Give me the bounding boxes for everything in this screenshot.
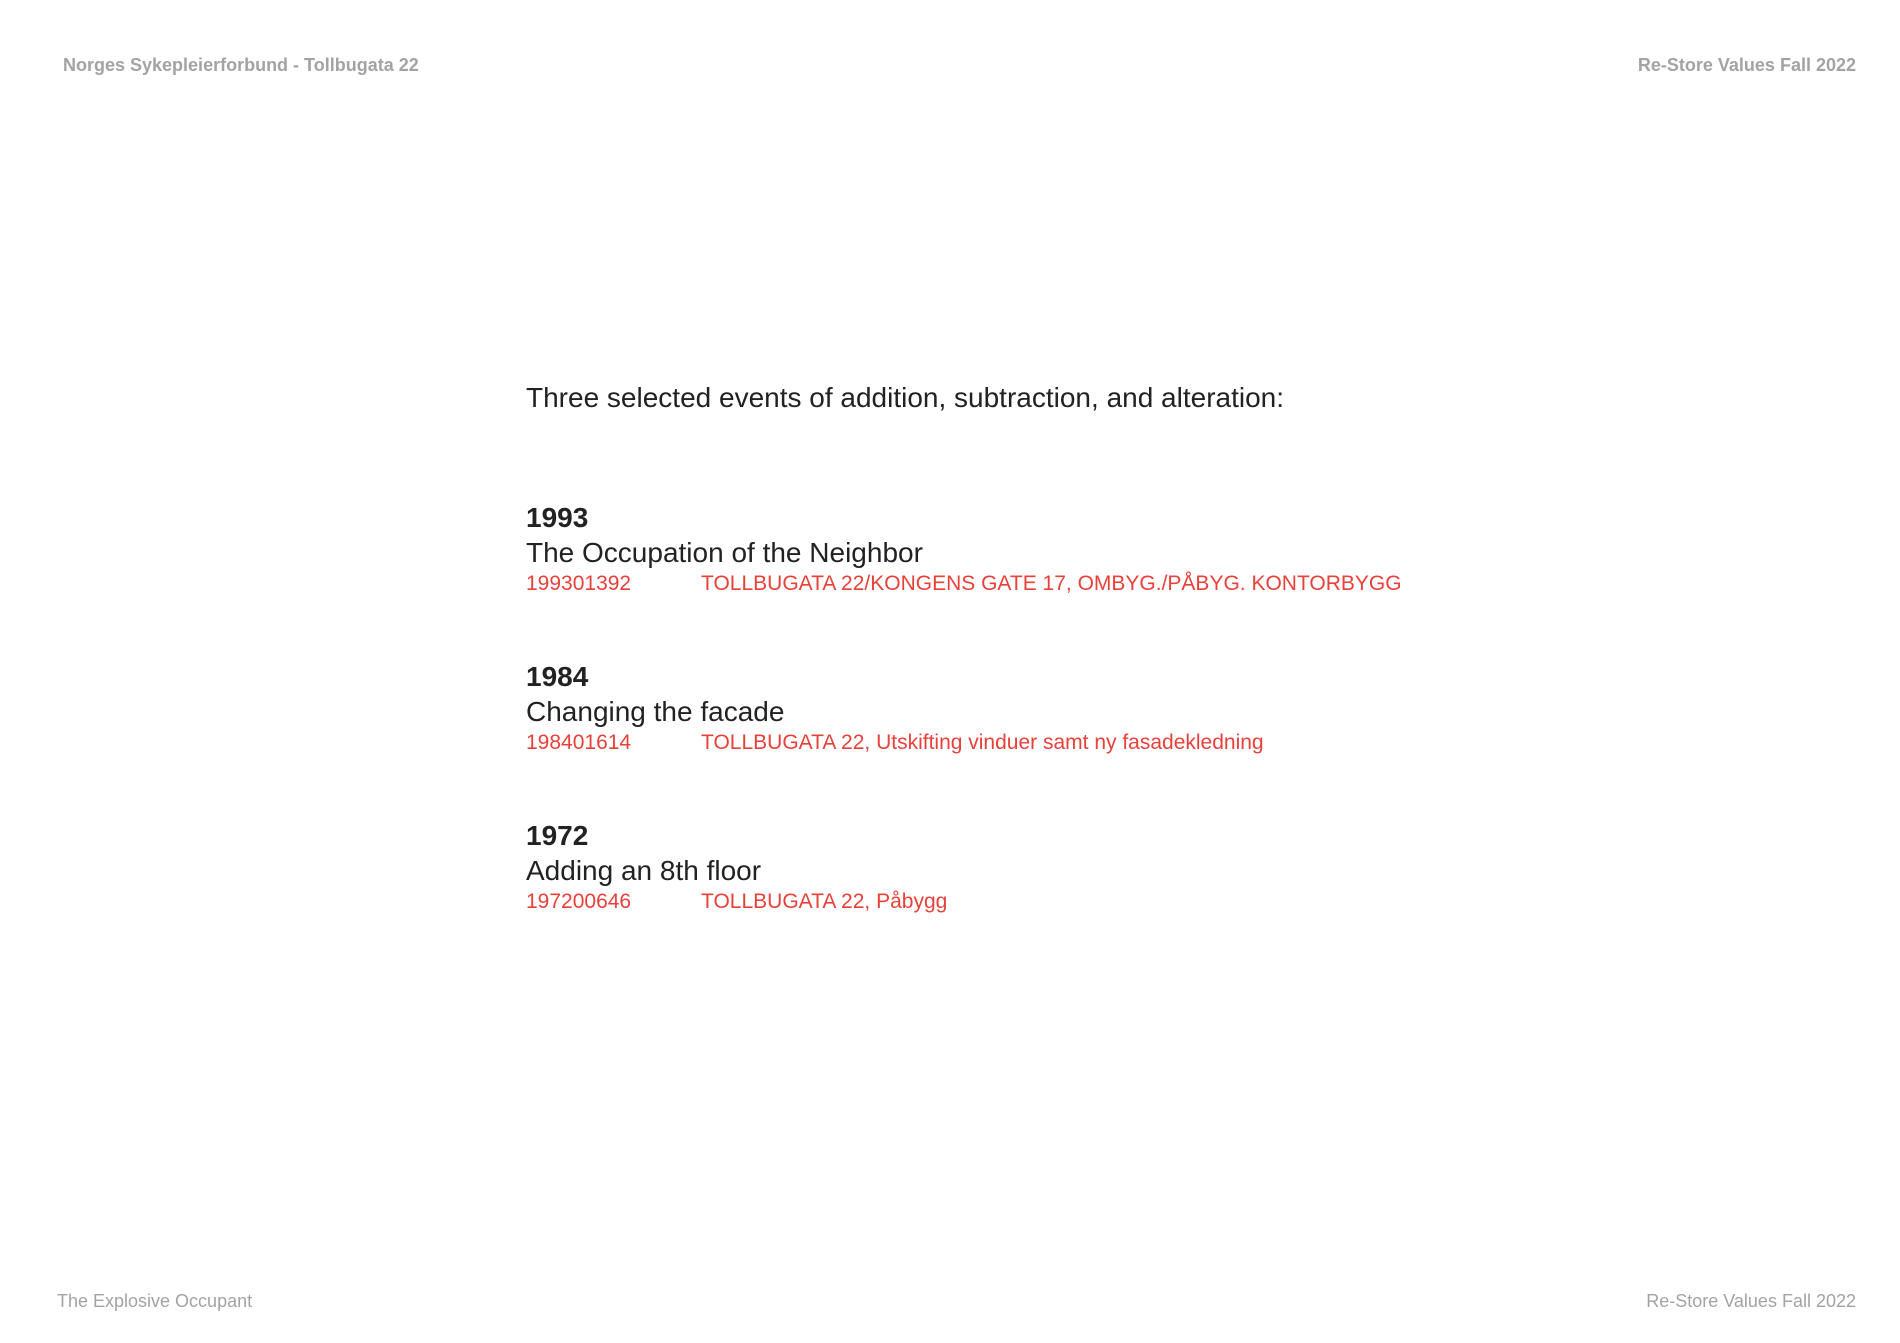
event-case-number: 197200646 — [526, 890, 632, 913]
header-course-title: Re-Store Values Fall 2022 — [1637, 55, 1856, 75]
event-reference — [526, 571, 1526, 597]
event-item — [526, 660, 1526, 756]
event-item — [526, 501, 1526, 597]
event-title: Adding an 8th floor — [526, 855, 762, 886]
events-section — [526, 378, 1526, 978]
footer-project-title: The Explosive Occupant — [57, 1291, 253, 1311]
event-title: The Occupation of the Neighbor — [526, 537, 923, 568]
event-case-description: TOLLBUGATA 22, Utskifting vinduer samt ny fasadekledning — [701, 731, 1264, 754]
event-year: 1972 — [526, 820, 589, 851]
event-reference — [526, 730, 1526, 756]
event-title: Changing the facade — [526, 696, 785, 727]
event-case-number: 199301392 — [526, 572, 632, 595]
intro-text: Three selected events of addition, subtraction, and alteration: — [526, 382, 1285, 413]
event-case-description: TOLLBUGATA 22/KONGENS GATE 17, OMBYG./PÅBYG. KONTORBYGG — [701, 572, 1402, 595]
event-case-description: TOLLBUGATA 22, Påbygg — [701, 890, 948, 913]
event-year: 1984 — [526, 661, 589, 692]
event-item — [526, 819, 1526, 915]
event-year: 1993 — [526, 502, 589, 533]
event-case-number: 198401614 — [526, 731, 632, 754]
footer-course-title: Re-Store Values Fall 2022 — [1646, 1291, 1856, 1311]
header-document-title: Norges Sykepleierforbund - Tollbugata 22 — [63, 55, 419, 75]
event-reference — [526, 889, 1526, 915]
